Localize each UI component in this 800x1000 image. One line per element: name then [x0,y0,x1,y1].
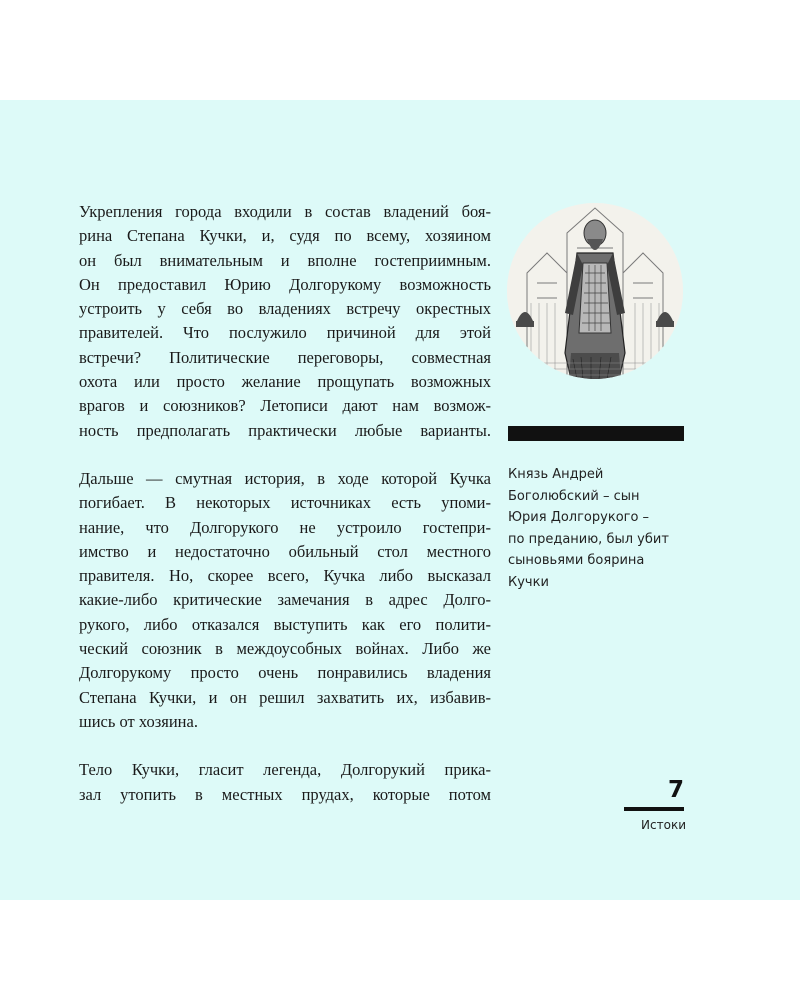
caption-line: Князь Андрей [508,467,604,482]
article-line: Дальше — смутная история, в ходе которой Кучка [79,468,491,488]
article-line: Долгорукому просто очень понравились владения [79,663,491,683]
page-number: 7 [667,777,684,803]
article-line: ность предполагать практически любые варианты. [79,420,491,440]
paragraph-gap [79,443,491,467]
article-line: охота или просто желание прощупать возможных [79,372,491,392]
caption-bar [508,426,684,441]
article-line: врагов и союзников? Летописи дают нам возмож- [79,396,491,416]
article-line: Тело Кучки, гласит легенда, Долгорукий прика- [79,760,491,780]
article-body [79,200,491,807]
caption-line: Боголюбский – сын [508,488,640,504]
article-line: правителя. Но, скорее всего, Кучка либо высказал [79,566,491,586]
section-name: Истоки [641,818,686,832]
image-caption [508,464,688,593]
portrait-engraving-icon [507,203,683,379]
article-line: имство и недостаточно обильный стол местного [79,541,491,561]
caption-line: сыновьями боярина [508,553,645,568]
article-line: какие-либо критические замечания в адрес Долго- [79,590,491,610]
caption-line: Кучки [508,574,549,590]
page-number-rule [624,807,684,811]
article-line: Он предоставил Юрию Долгорукому возможность [79,274,491,294]
article-line: погибает. В некоторых источниках есть упоми- [79,493,491,513]
article-line: нание, что Долгорукого не устроило гостепри- [79,517,491,537]
article-line: он был внимательным и вполне гостеприимным. [79,250,491,270]
paragraph-gap [79,734,491,758]
article-line: Укрепления города входили в состав владений боя- [79,202,491,221]
article-line: встречи? Политические переговоры, совместная [79,347,491,367]
article-line: устроить у себя во владениях встречу окрестных [79,299,491,319]
article-line: рина Степана Кучки, и, судя по всему, хозяином [79,226,491,246]
caption-line: Юрия Долгорукого – [508,510,650,525]
article-line: правителей. Что послужило причиной для этой [79,323,491,343]
caption-line: по преданию, был убит [508,531,669,547]
article-line: рукого, либо отказался выступить как его полити- [79,614,491,634]
article-line: ческий союзник в междоусобных войнах. Либо же [79,639,491,659]
page [0,100,800,900]
article-line: Степана Кучки, и он решил захватить их, избавив- [79,687,491,707]
article-line: зал утопить в местных прудах, которые потом [79,784,491,804]
portrait-drawing [507,203,683,379]
article-line: шись от хозяина. [79,711,198,731]
